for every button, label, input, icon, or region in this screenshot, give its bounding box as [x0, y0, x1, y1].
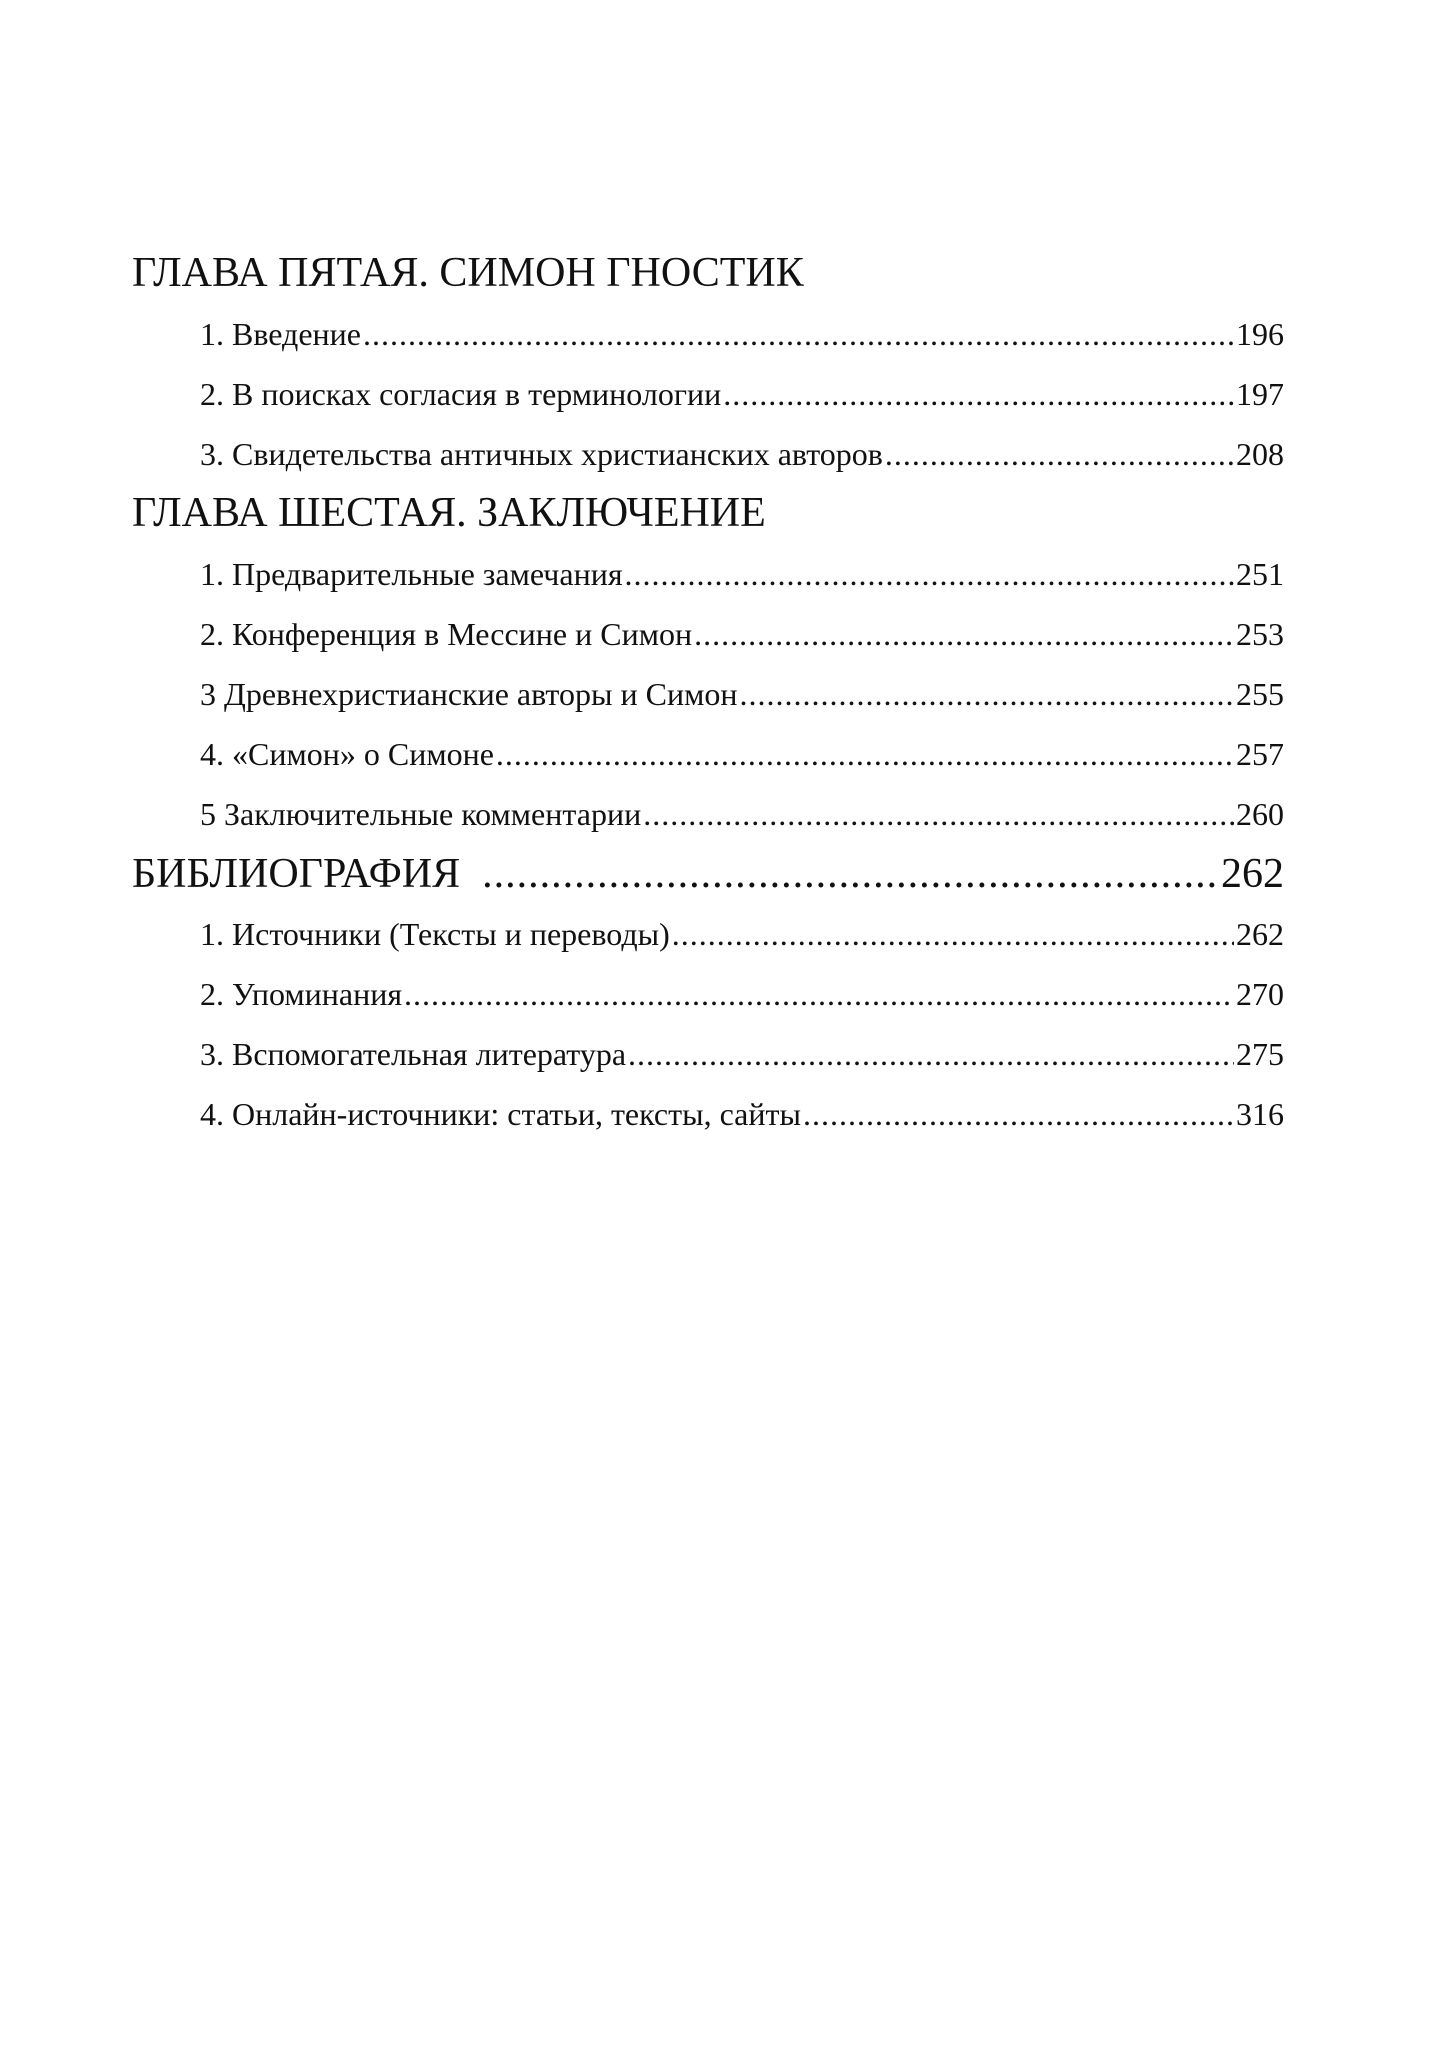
toc-entry — [132, 364, 1284, 424]
toc-entry-label: 3. Вспомогательная литература — [200, 1036, 627, 1072]
toc-entry-page: 275 — [1236, 1036, 1284, 1072]
table-of-contents — [132, 244, 1284, 1144]
toc-entry-page: 257 — [1236, 736, 1284, 772]
chapter-page: 262 — [1221, 851, 1284, 897]
chapter-title: ГЛАВА ПЯТАЯ. СИМОН ГНОСТИК — [132, 250, 804, 296]
toc-entry-page: 208 — [1236, 436, 1284, 472]
toc-entry — [132, 424, 1284, 484]
dot-leader — [885, 424, 1234, 484]
toc-entry-page: 253 — [1236, 616, 1284, 652]
toc-entry-label: 5 Заключительные комментарии — [200, 796, 642, 832]
dot-leader — [672, 904, 1234, 964]
dot-leader — [496, 724, 1234, 784]
toc-entry-page: 197 — [1236, 376, 1284, 412]
toc-entry — [132, 664, 1284, 724]
dot-leader — [694, 604, 1234, 664]
dot-leader — [482, 844, 1219, 904]
chapter-title-with-page — [132, 844, 1284, 904]
dot-leader — [803, 1084, 1234, 1144]
toc-entry — [132, 544, 1284, 604]
toc-entry — [132, 964, 1284, 1024]
toc-entry-label: 2. Упоминания — [200, 976, 403, 1012]
toc-entry-page: 196 — [1236, 316, 1284, 352]
toc-entry — [132, 904, 1284, 964]
toc-entry-page: 316 — [1236, 1096, 1284, 1132]
chapter-title: БИБЛИОГРАФИЯ — [132, 851, 461, 897]
dot-leader — [723, 364, 1234, 424]
toc-entry-label: 4. Онлайн-источники: статьи, тексты, сайты — [200, 1096, 801, 1132]
toc-entry-label: 1. Источники (Тексты и переводы) — [200, 916, 670, 952]
toc-entry-page: 255 — [1236, 676, 1284, 712]
dot-leader — [739, 664, 1234, 724]
toc-entry-page: 260 — [1236, 796, 1284, 832]
toc-entry-page: 262 — [1236, 916, 1284, 952]
dot-leader — [404, 964, 1234, 1024]
chapter-title: ГЛАВА ШЕСТАЯ. ЗАКЛЮЧЕНИЕ — [132, 490, 766, 536]
toc-entry-label: 1. Предварительные замечания — [200, 556, 623, 592]
dot-leader — [628, 1024, 1234, 1084]
toc-entry — [132, 1024, 1284, 1084]
toc-entry — [132, 604, 1284, 664]
toc-entry-page: 270 — [1236, 976, 1284, 1012]
toc-entry — [132, 304, 1284, 364]
toc-entry-label: 3 Древнехристианские авторы и Симон — [200, 676, 738, 712]
toc-entry-page: 251 — [1236, 556, 1284, 592]
toc-entry — [132, 724, 1284, 784]
toc-entry-label: 2. Конференция в Мессине и Симон — [200, 616, 693, 652]
toc-entry-label: 3. Свидетельства античных христианских авторов — [200, 436, 883, 472]
dot-leader — [625, 544, 1234, 604]
toc-entry — [132, 784, 1284, 844]
dot-leader — [643, 784, 1234, 844]
toc-entry-label: 2. В поисках согласия в терминологии — [200, 376, 722, 412]
dot-leader — [363, 304, 1234, 364]
toc-entry — [132, 1084, 1284, 1144]
toc-entry-label: 4. «Симон» о Симоне — [200, 736, 494, 772]
toc-entry-label: 1. Введение — [200, 316, 361, 352]
